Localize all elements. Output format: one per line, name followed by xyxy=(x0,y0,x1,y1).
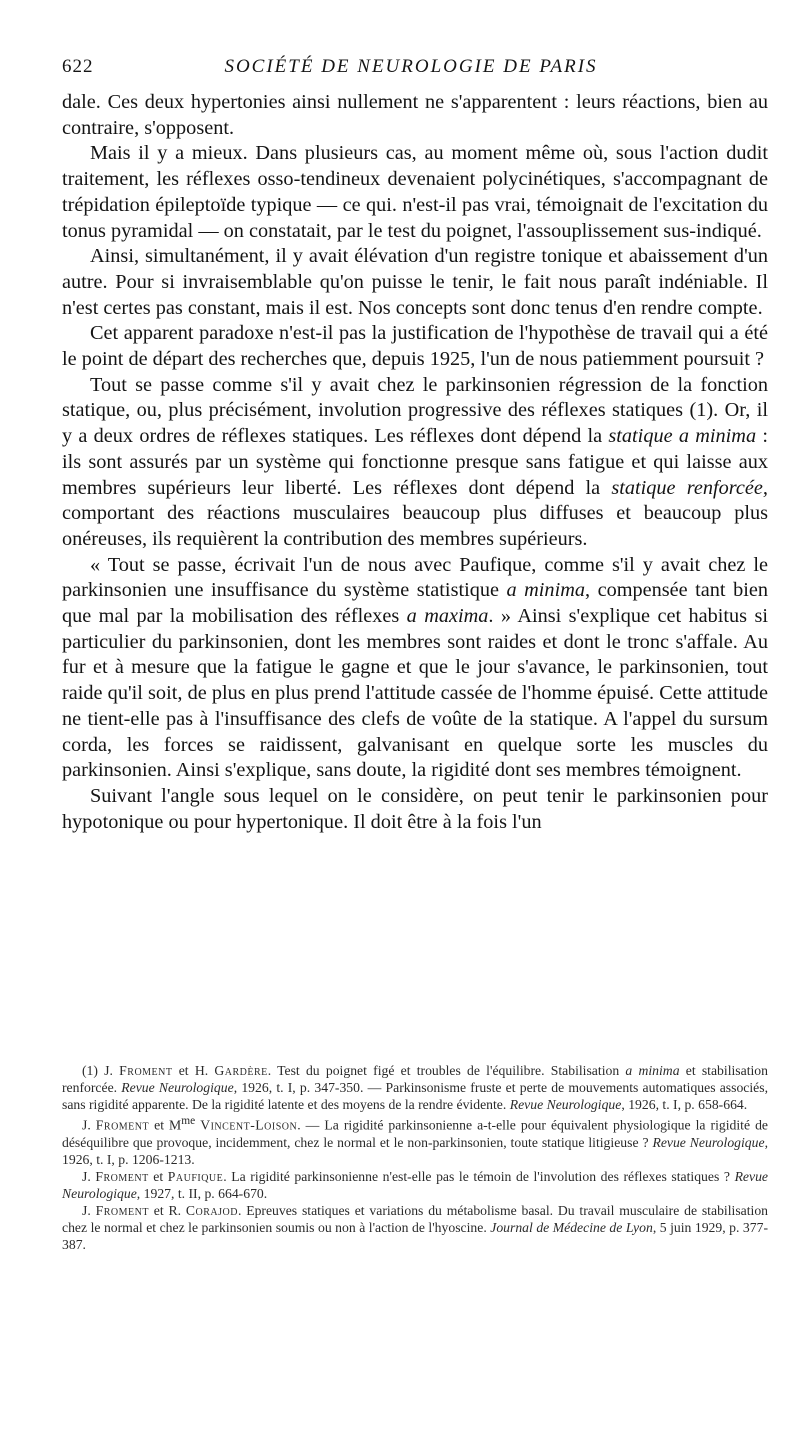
text-run: , 1926, t. I, p. 658-664. xyxy=(621,1097,748,1112)
paragraph xyxy=(62,321,768,372)
paragraph xyxy=(62,244,768,321)
author-name: Froment xyxy=(95,1117,150,1133)
footnotes xyxy=(62,1062,768,1253)
text-run: et stabilisation renforcée. xyxy=(62,1063,768,1095)
text-run: et xyxy=(148,1168,168,1184)
author-name: Gardère xyxy=(214,1063,268,1078)
text-run: et M xyxy=(149,1117,182,1133)
running-title: SOCIÉTÉ DE NEUROLOGIE DE PARIS xyxy=(224,56,598,77)
text-run: J. xyxy=(82,1168,96,1184)
text-run: , compensée tant bien que mal par la mobilisation des réflexes xyxy=(62,579,768,628)
text-run: J. xyxy=(82,1117,96,1133)
author-name: Froment xyxy=(95,1168,149,1184)
italic-text: Revue Neurologique xyxy=(652,1134,765,1150)
text-run: et R. xyxy=(148,1202,186,1218)
text-run: , 5 juin 1929, p. 377-387. xyxy=(62,1219,768,1252)
text-run: comportant des réactions musculaires beaucoup plus diffuses et beaucoup plus onéreuses, ils requièrent la contribution des membres supérieurs. xyxy=(62,502,768,550)
text-run: . — La rigidité parkinsonienne a-t-elle pour équivalent physiologique la rigidité de déséquilibre que provoque, incidemment, chez le normal et le non-parkinsonien, toute statique litigieuse ? xyxy=(62,1117,768,1150)
paragraph xyxy=(62,90,768,141)
paragraph xyxy=(62,553,768,784)
italic-text: Journal de Médecine de Lyon xyxy=(490,1219,653,1235)
text-run: Suivant l'angle sous lequel on le considère, on peut tenir le parkinsonien pour hypotonique ou pour hypertonique. Il doit être à la fois l'un xyxy=(62,784,768,833)
text-run: : ils sont assurés par un système qui fonctionne presque sans fatigue et qui laisse aux membres supérieurs leur liberté. Les réflexes dont dépend la xyxy=(62,425,768,499)
text-run: . La rigidité parkinsonienne n'est-elle pas le témoin de l'involution des réflexes statiques ? xyxy=(223,1168,735,1184)
italic-text: a minima xyxy=(625,1063,680,1078)
italic-text: Revue Neurologique xyxy=(121,1080,234,1095)
text-run: . Test du poignet figé et troubles de l'équilibre. Stabilisation xyxy=(267,1063,626,1078)
footnote xyxy=(62,1202,768,1253)
paragraph xyxy=(62,141,768,244)
author-name: Vincent-Loison xyxy=(200,1117,298,1133)
italic-text: statique renforcée, xyxy=(611,476,768,499)
text-run: . Epreuves statiques et variations du métabolisme basal. Du travail musculaire de stabilisation chez le normal et chez le parkinsonien soumis ou non à l'action de l'hyoscine. xyxy=(62,1202,769,1235)
author-name: Corajod xyxy=(185,1202,238,1218)
text-run: Cet apparent paradoxe n'est-il pas la justification de l'hypothèse de travail qui a été le point de départ des recherches que, depuis 1925, l'un de nous patiemment poursuit ? xyxy=(62,322,768,371)
superscript: me xyxy=(181,1115,196,1127)
text-run: . » Ainsi s'explique cet habitus si particulier du parkinsonien, dont les membres sont raides et dont le tronc s'affale. Au fur et à mesure que la fatigue le gagne et que le jour s'avance, le parkinsonien, tout raide qu'il soit, de plus en plus prend l'attitude cassée de l'homme épuisé. Cette attitude ne tient-elle pas à l'insuffisance des clefs de voûte de la statique. A l'appel du sursum corda, les forces se raidissent, galvanisant en quelque sorte les muscles du parkinsonien. Ainsi s'explique, sans doute, la rigidité dont ses membres témoignent. xyxy=(62,605,769,782)
paragraph xyxy=(62,373,768,553)
italic-text: statique a minima xyxy=(608,425,757,448)
italic-text: Revue Neurologique xyxy=(62,1168,768,1201)
text-run: , 1927, t. II, p. 664-670. xyxy=(136,1185,268,1201)
italic-text: Revue Neurologique xyxy=(509,1097,622,1112)
footnote xyxy=(62,1062,768,1113)
text-run: « Tout se passe, écrivait l'un de nous avec Paufique, comme s'il y avait chez le parkinsonien une insuffisance du système statistique xyxy=(62,553,768,602)
author-name: Froment xyxy=(95,1202,149,1218)
author-name: Paufique xyxy=(167,1168,224,1184)
text-run: (1) J. xyxy=(82,1063,120,1078)
text-run: Ainsi, simultanément, il y avait élévation d'un registre tonique et abaissement d'un autre. Pour si invraisemblable qu'on puisse le tenir, le fait nous paraît indéniable. Il n'est certes pas constant, mais il est. Nos concepts sont donc tenus d'en rendre compte. xyxy=(62,245,768,319)
text-run: , 1926, t. I, p. 1206-1213. xyxy=(62,1134,768,1167)
text-run: et H. xyxy=(172,1063,215,1078)
body-text xyxy=(62,90,768,835)
page-header xyxy=(62,56,760,86)
footnote xyxy=(62,1113,768,1168)
text-run: Tout se passe comme s'il y avait chez le parkinsonien régression de la fonction statique, ou, plus précisément, involution progressive des réflexes statiques (1). Or, il y a deux ordres de réflexes statiques. Les réflexes dont dépend la xyxy=(62,373,768,448)
text-run: dale. Ces deux hypertonies ainsi nullement ne s'apparentent : leurs réactions, bien au contraire, s'opposent. xyxy=(62,91,768,139)
footnote xyxy=(62,1168,768,1202)
paragraph xyxy=(62,784,768,835)
italic-text: a minima xyxy=(506,579,585,602)
text-run: Mais il y a mieux. Dans plusieurs cas, au moment même où, sous l'action dudit traitement, les réflexes osso-tendineux devenaient polycinétiques, s'accompagnant de trépidation épileptoïde typique — ce qui. n'est-il pas vrai, témoignait de l'excitation du tonus pyramidal — on constatait, par le test du poignet, l'assouplissement sus-indiqué. xyxy=(62,142,768,242)
italic-text: a maxima xyxy=(406,605,489,628)
text-run: , 1926, t. I, p. 347-350. — Parkinsonisme fruste et perte de mouvements automatiques associés, sans rigidité apparente. De la rigidité latente et des moyens de la rendre évidente. xyxy=(62,1080,769,1112)
text-run: J. xyxy=(82,1202,96,1218)
page-number: 622 xyxy=(62,56,94,77)
author-name: Froment xyxy=(119,1063,173,1078)
